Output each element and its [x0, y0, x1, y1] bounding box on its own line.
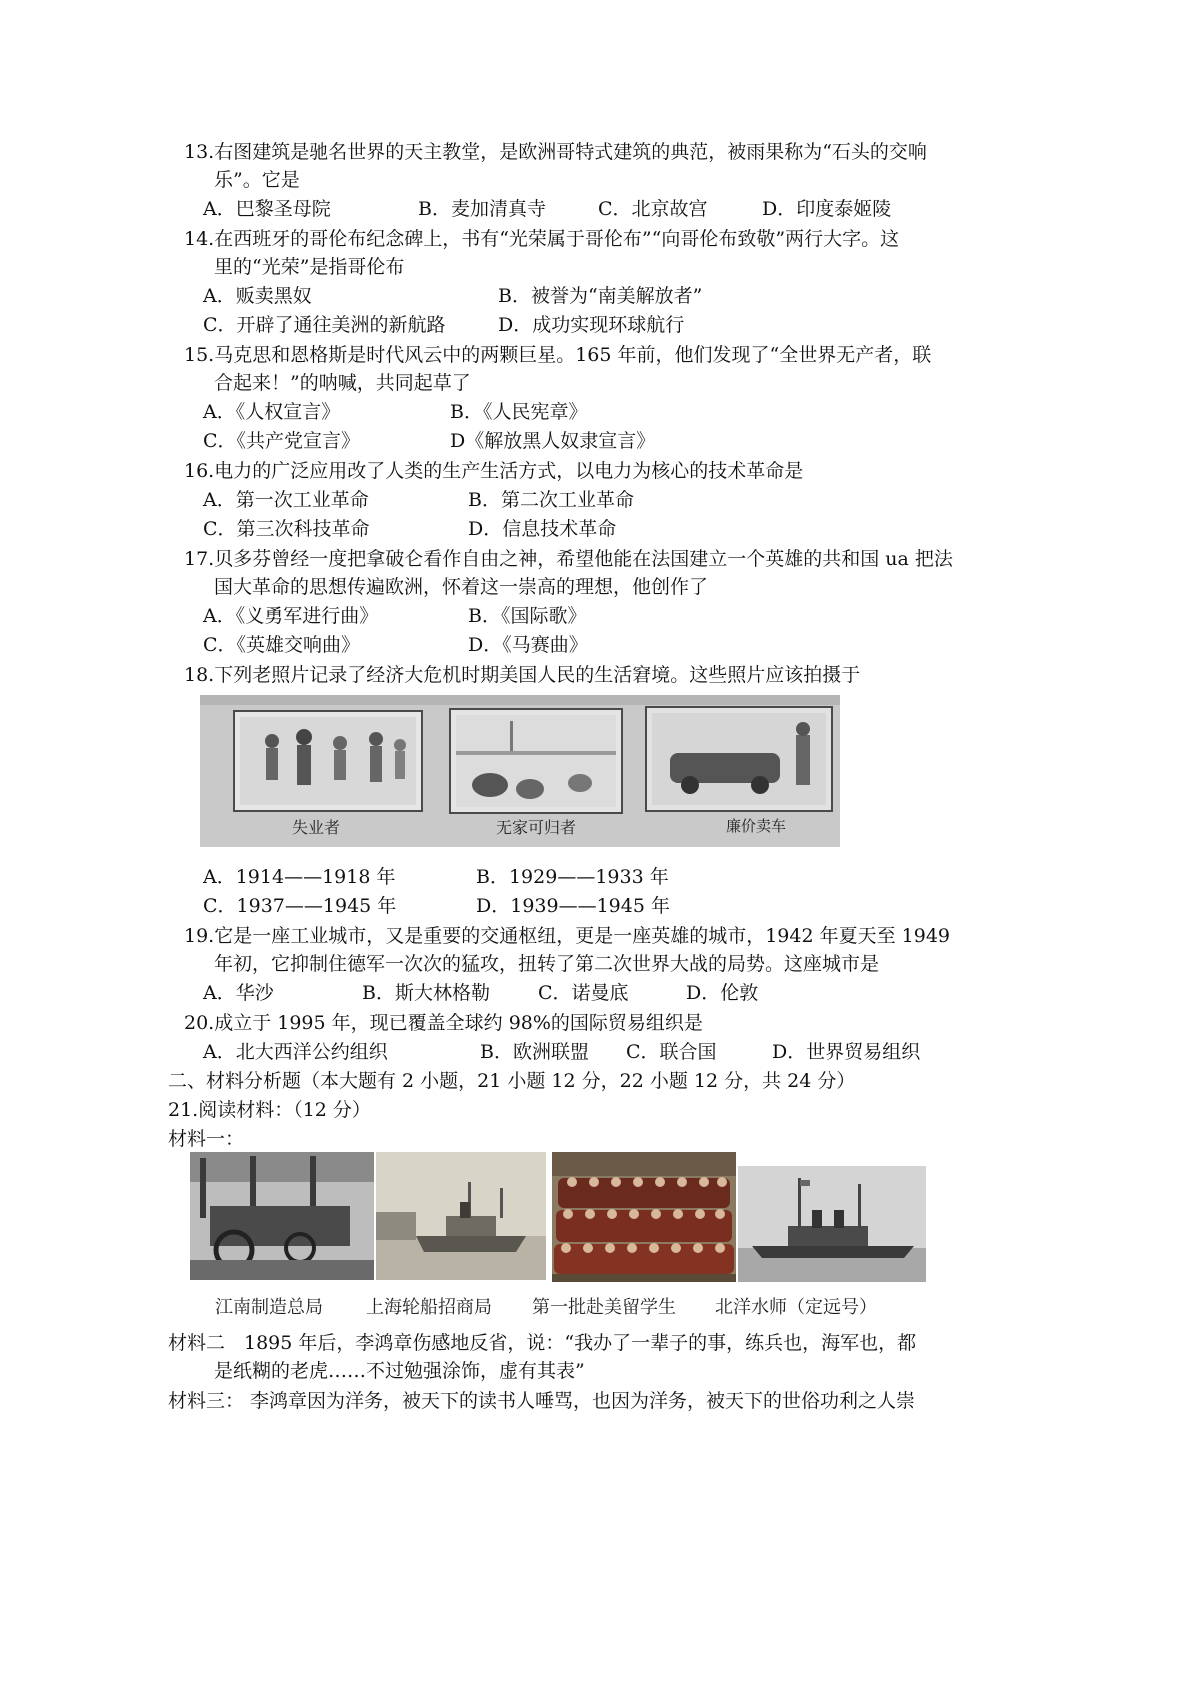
q16-option-c: C．第三次科技革命 — [203, 518, 370, 540]
q18-caption-unemployed: 失业者 — [292, 818, 341, 837]
q13-stem-line1: 13.右图建筑是驰名世界的天主教堂，是欧洲哥特式建筑的典范，被雨果称为“石头的交响 — [184, 141, 927, 163]
q20-option-b: B．欧洲联盟 — [480, 1041, 589, 1063]
q15-stem-line1: 15.马克思和恩格斯是时代风云中的两颗巨星。165 年前，他们发现了“全世界无产者，联 — [184, 344, 932, 366]
q13-stem-line2: 乐”。它是 — [214, 169, 300, 191]
q13-option-b: B．麦加清真寺 — [418, 198, 546, 220]
q18-photo-strip — [200, 695, 840, 847]
q21-title: 21.阅读材料：（12 分） — [168, 1099, 371, 1121]
q20-stem-line1: 20.成立于 1995 年，现已覆盖全球约 98%的国际贸易组织是 — [184, 1012, 703, 1034]
caption-first-students: 第一批赴美留学生 — [532, 1297, 676, 1318]
q14-option-c: C．开辟了通往美洲的新航路 — [203, 314, 446, 336]
q13-option-d: D．印度泰姬陵 — [762, 198, 892, 220]
q20-option-c: C．联合国 — [626, 1041, 717, 1063]
shanghai-steamship-photo — [376, 1152, 546, 1280]
q21-material2-line2: 是纸糊的老虎……不过勉强涂饰，虚有其表” — [214, 1360, 585, 1382]
q18-caption-car-sale: 廉价卖车 — [726, 817, 787, 835]
caption-dingyuan-warship: 北洋水师（定远号） — [715, 1297, 877, 1318]
q18-option-d: D．1939——1945 年 — [476, 895, 670, 917]
student-group-image — [552, 1152, 736, 1282]
q19-option-d: D．伦敦 — [686, 982, 759, 1004]
q19-option-b: B．斯大林格勒 — [362, 982, 490, 1004]
q21-material3-line1: 材料三： 李鸿章因为洋务，被天下的读书人唾骂，也因为洋务，被天下的世俗功利之人崇 — [168, 1390, 916, 1412]
q14-option-a: A．贩卖黑奴 — [203, 285, 312, 307]
car-sale-photo — [646, 707, 832, 811]
q21-material1-label: 材料一： — [168, 1128, 245, 1150]
q14-stem-line2: 里的“光荣”是指哥伦布 — [214, 256, 405, 278]
q21-material2-line1: 材料二 1895 年后，李鸿章伤感地反省，说：“我办了一辈子的事，练兵也，海军也，都 — [168, 1332, 917, 1354]
q18-stem-line1: 18.下列老照片记录了经济大危机时期美国人民的生活窘境。这些照片应该拍摄于 — [184, 664, 861, 686]
q18-option-a: A．1914——1918 年 — [203, 866, 396, 888]
first-students-photo — [552, 1152, 736, 1282]
q17-option-d: D．《马赛曲》 — [468, 634, 588, 656]
q17-option-c: C．《英雄交响曲》 — [203, 634, 361, 656]
q13-option-a: A．巴黎圣母院 — [203, 198, 331, 220]
q13-option-c: C．北京故宫 — [598, 198, 708, 220]
q17-option-b: B．《国际歌》 — [468, 605, 587, 627]
factory-machinery-image — [190, 1152, 374, 1280]
q20-option-d: D．世界贸易组织 — [772, 1041, 921, 1063]
q18-option-b: B．1929——1933 年 — [476, 866, 669, 888]
q16-stem-line1: 16.电力的广泛应用改了人类的生产生活方式，以电力为核心的技术革命是 — [184, 460, 804, 482]
section-2-heading: 二、材料分析题（本大题有 2 小题，21 小题 12 分，22 小题 12 分，共 24 分） — [168, 1070, 856, 1092]
q20-option-a: A．北大西洋公约组织 — [203, 1041, 388, 1063]
caption-shanghai-steamship: 上海轮船招商局 — [366, 1297, 492, 1318]
q15-option-c: C．《共产党宣言》 — [203, 430, 361, 452]
homeless-photo — [450, 709, 622, 813]
q15-option-d: D《解放黑人奴隶宣言》 — [450, 430, 656, 452]
q14-stem-line1: 14.在西班牙的哥伦布纪念碑上，书有“光荣属于哥伦布”“向哥伦布致敬”两行大字。这 — [184, 228, 900, 250]
q15-stem-line2: 合起来！”的呐喊，共同起草了 — [214, 372, 471, 394]
q19-stem-line2: 年初，它抑制住德军一次次的猛攻，扭转了第二次世界大战的局势。这座城市是 — [214, 953, 880, 975]
steamship-image — [376, 1152, 546, 1280]
q15-option-b: B．《人民宪章》 — [450, 401, 588, 423]
jiangnan-arsenal-photo — [190, 1152, 374, 1280]
q16-option-a: A．第一次工业革命 — [203, 489, 369, 511]
caption-jiangnan-arsenal: 江南制造总局 — [215, 1297, 323, 1318]
q14-option-d: D．成功实现环球航行 — [498, 314, 685, 336]
q17-stem-line2: 国大革命的思想传遍欧洲，怀着这一崇高的理想，他创作了 — [214, 576, 709, 598]
q17-stem-line1: 17.贝多芬曾经一度把拿破仑看作自由之神，希望他能在法国建立一个英雄的共和国 ua 把法 — [184, 548, 953, 570]
q16-option-b: B．第二次工业革命 — [468, 489, 634, 511]
q18-option-c: C．1937——1945 年 — [203, 895, 397, 917]
q19-stem-line1: 19.它是一座工业城市，又是重要的交通枢纽，更是一座英雄的城市，1942 年夏天至 1949 — [184, 925, 951, 947]
q14-option-b: B．被誉为“南美解放者” — [498, 285, 703, 307]
q16-option-d: D．信息技术革命 — [468, 518, 617, 540]
q18-caption-homeless: 无家可归者 — [496, 818, 577, 837]
dingyuan-warship-photo — [738, 1166, 926, 1282]
q19-option-a: A．华沙 — [203, 982, 274, 1004]
unemployed-photo — [234, 711, 422, 811]
q17-option-a: A．《义勇军进行曲》 — [203, 605, 379, 627]
q15-option-a: A．《人权宣言》 — [203, 401, 341, 423]
q19-option-c: C．诺曼底 — [538, 982, 629, 1004]
warship-image — [738, 1166, 926, 1282]
